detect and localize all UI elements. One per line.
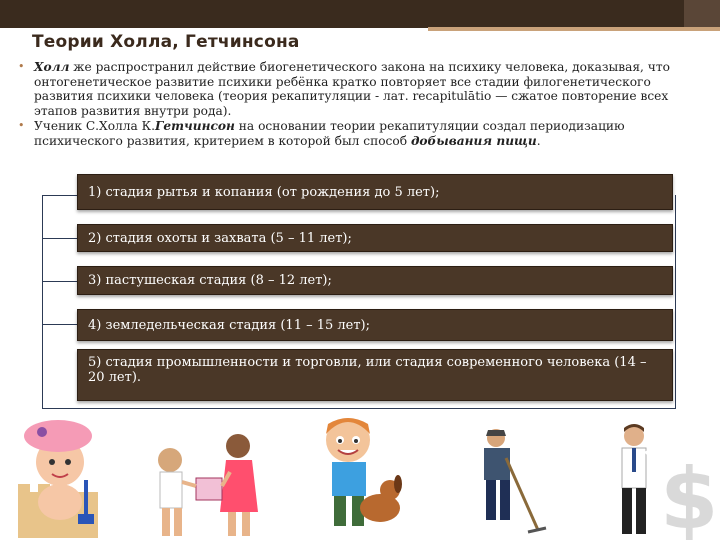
bullet-item-getchinson: [18, 119, 708, 148]
bracket-tick: [42, 408, 676, 409]
hall-text: же распространил действие биогенетического закона на психику человека, доказывая, что онтогенетическое развитие психики ребёнка кратко повторяет все стадии филогенетического развития психики человека (теория рекапитуляции - лат. recapitulātio — сжатое повторение всех этапов развития внутри рода).: [34, 60, 670, 118]
stage-bracket-right: [675, 195, 676, 408]
stage-item-3: [77, 266, 673, 295]
bracket-tick: [42, 238, 78, 239]
top-bar-stripe: [428, 27, 720, 31]
stage-item-5: [77, 349, 673, 401]
bullet-list: [18, 60, 708, 150]
top-bar-accent: [684, 0, 720, 28]
stage-bracket-left: [42, 195, 43, 408]
getchinson-pre: Ученик С.Холла К.: [34, 119, 155, 134]
getchinson-post: .: [536, 133, 541, 148]
bullet-item-hall: [18, 60, 708, 118]
boy-with-dog-image: [312, 410, 404, 540]
bracket-tick: [42, 324, 78, 325]
stage-item-2: [77, 224, 673, 252]
stage-item-4: [77, 309, 673, 341]
illustrations-row: [0, 410, 720, 540]
farmer-with-rake-image: [466, 424, 546, 540]
getchinson-criterion: добывания пищи: [410, 133, 537, 148]
slide-title: Теории Холла, Гетчинсона: [32, 32, 300, 52]
stage-label: 5) стадия промышленности и торговли, или стадия современного человека (14 – 20 лет).: [88, 355, 647, 385]
businessman-dollar-image: [600, 420, 719, 540]
getchinson-name: Гетчинсон: [154, 119, 235, 134]
bullet-dot: •: [18, 119, 25, 133]
stage-label: 2) стадия охоты и захвата (5 – 11 лет);: [88, 230, 352, 246]
top-bar: [0, 0, 720, 28]
bullet-dot: •: [18, 60, 25, 73]
hall-name: Холл: [34, 60, 70, 74]
stage-item-1: [77, 174, 673, 210]
stage-label: 3) пастушеская стадия (8 – 12 лет);: [88, 273, 332, 288]
bracket-tick: [42, 195, 78, 196]
bracket-tick: [42, 281, 78, 282]
baby-sandcastle-image: [8, 410, 108, 540]
stage-label: 1) стадия рытья и копания (от рождения до 5 лет);: [88, 184, 440, 200]
svg-text:$: $: [660, 450, 719, 540]
stage-label: 4) земледельческая стадия (11 – 15 лет);: [88, 317, 371, 333]
children-tug-of-war-image: [130, 420, 280, 540]
getchinson-mid: на основании теории рекапитуляции создал периодизацию психического развития, критерием в которой был способ: [34, 119, 625, 148]
